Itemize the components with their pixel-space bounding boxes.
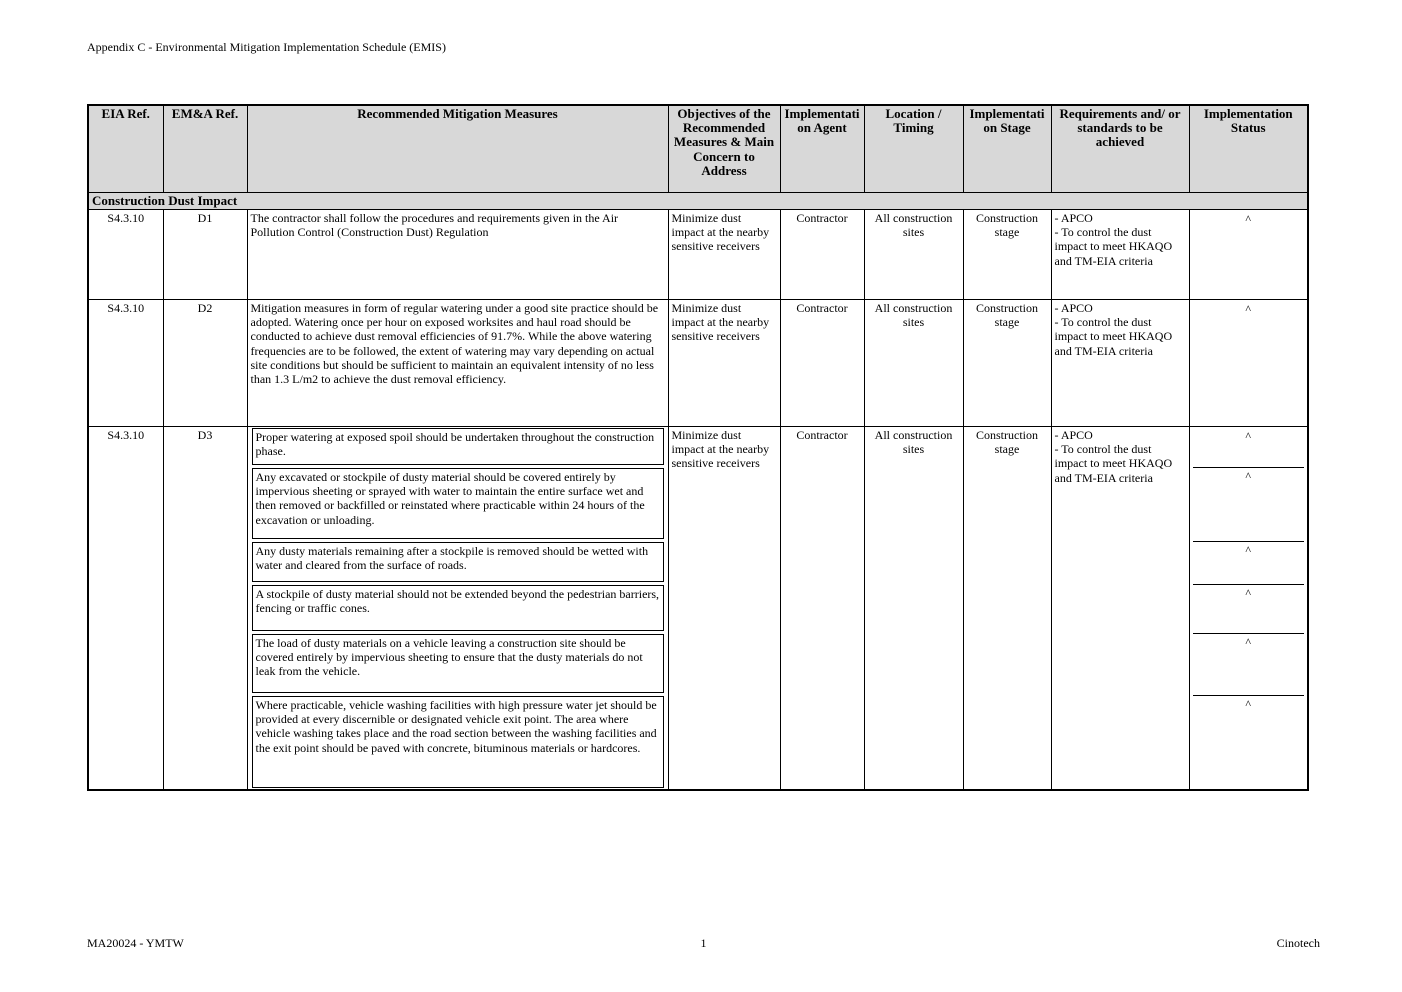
cell-eia-ref: S4.3.10 xyxy=(88,427,163,791)
cell-stage: Construction stage xyxy=(963,210,1051,300)
col-header-status: Implementation Status xyxy=(1189,105,1308,193)
col-header-stage: Implementation Stage xyxy=(963,105,1051,193)
measure-sub-box: Any excavated or stockpile of dusty material should be covered entirely by impervious sheeting or sprayed with water to maintain the entire surface wet and then removed or backfilled or reinstated where practicable within 24 hours of the excavation or unloading. xyxy=(252,468,664,539)
col-header-agent: Implementation Agent xyxy=(780,105,864,193)
measure-sub-box: Proper watering at exposed spoil should be undertaken throughout the construction phase. xyxy=(252,428,664,465)
status-sub-cell xyxy=(1193,428,1305,468)
requirement-item: - To control the dust impact to meet HKAQO and TM-EIA criteria xyxy=(1054,225,1173,268)
measure-sub-box: Where practicable, vehicle washing facilities with high pressure water jet should be provided at every discernible or designated vehicle exit point. The area where vehicle washing takes place and the road section between the washing facilities and the exit point should be paved with concrete, bituminous materials or hardcores. xyxy=(252,696,664,788)
cell-status xyxy=(1189,300,1308,427)
footer-project-code: MA20024 - YMTW xyxy=(87,936,184,950)
cell-ema-ref: D3 xyxy=(163,427,247,791)
status-caret-mark: ^ xyxy=(1245,697,1252,711)
status-caret-mark: ^ xyxy=(1245,429,1252,443)
cell-requirements xyxy=(1051,300,1189,427)
footer-page-number: 1 xyxy=(700,936,707,950)
measure-sub-box: Any dusty materials remaining after a stockpile is removed should be wetted with water and cleared from the surface of roads. xyxy=(252,542,664,582)
requirement-item: - APCO xyxy=(1054,211,1093,225)
cell-measures xyxy=(247,300,668,427)
section-row xyxy=(88,193,1308,210)
cell-location: All construction sites xyxy=(864,427,963,791)
status-caret-mark: ^ xyxy=(1245,543,1252,557)
measure-text: Mitigation measures in form of regular watering under a good site practice should be adopted. Watering once per hour on exposed worksites and haul road should be conducted to achieve dust removal efficiencies of 91.7%. While the above watering frequencies are to be followed, the extent of watering may vary depending on actual site conditions but should be sufficient to maintain an equivalent intensity of no less than 1.3 L/m2 to achieve the dust removal efficiency. xyxy=(250,301,659,387)
cell-status xyxy=(1189,210,1308,300)
table-row-d2 xyxy=(88,300,1308,427)
requirement-item: - To control the dust impact to meet HKAQO and TM-EIA criteria xyxy=(1054,442,1173,485)
page-footer xyxy=(87,936,1320,952)
cell-eia-ref: S4.3.10 xyxy=(88,210,163,300)
status-caret-mark: ^ xyxy=(1245,302,1252,316)
measure-sub-box: A stockpile of dusty material should not be extended beyond the pedestrian barriers, fencing or traffic cones. xyxy=(252,585,664,631)
col-header-location-timing: Location / Timing xyxy=(864,105,963,193)
col-header-measures: Recommended Mitigation Measures xyxy=(247,105,668,193)
status-caret-mark: ^ xyxy=(1245,635,1252,649)
cell-ema-ref: D2 xyxy=(163,300,247,427)
cell-agent: Contractor xyxy=(780,300,864,427)
col-header-ema-ref: EM&A Ref. xyxy=(163,105,247,193)
col-header-objectives: Objectives of the Recommended Measures & Main Concern to Address xyxy=(668,105,780,193)
section-title: Construction Dust Impact xyxy=(88,193,1308,210)
requirement-item: - To control the dust impact to meet HKAQO and TM-EIA criteria xyxy=(1054,315,1173,358)
cell-measures xyxy=(247,210,668,300)
page-title: Appendix C - Environmental Mitigation Implementation Schedule (EMIS) xyxy=(87,40,446,54)
cell-requirements xyxy=(1051,427,1189,791)
cell-eia-ref: S4.3.10 xyxy=(88,300,163,427)
cell-stage: Construction stage xyxy=(963,300,1051,427)
cell-location: All construction sites xyxy=(864,300,963,427)
status-sub-cell xyxy=(1193,585,1305,634)
status-caret-mark: ^ xyxy=(1245,469,1252,483)
table-header-row xyxy=(88,105,1308,193)
measure-text: The contractor shall follow the procedures and requirements given in the Air Pollution Control (Construction Dust) Regulation xyxy=(250,211,619,240)
status-caret-mark: ^ xyxy=(1245,212,1252,226)
cell-stage: Construction stage xyxy=(963,427,1051,791)
cell-measures xyxy=(247,427,668,791)
status-caret-mark: ^ xyxy=(1245,586,1252,600)
footer-company-name: Cinotech xyxy=(1276,936,1320,950)
cell-objectives: Minimize dust impact at the nearby sensitive receivers xyxy=(668,427,780,791)
cell-requirements xyxy=(1051,210,1189,300)
emis-table xyxy=(87,104,1309,791)
table-row-d1 xyxy=(88,210,1308,300)
table-row-d3 xyxy=(88,427,1308,791)
status-sub-cell xyxy=(1193,696,1305,788)
measure-sub-box: The load of dusty materials on a vehicle leaving a construction site should be covered entirely by impervious sheeting to ensure that the dusty materials do not leak from the vehicle. xyxy=(252,634,664,693)
col-header-requirements: Requirements and/ or standards to be achieved xyxy=(1051,105,1189,193)
cell-ema-ref: D1 xyxy=(163,210,247,300)
cell-objectives: Minimize dust impact at the nearby sensitive receivers xyxy=(668,210,780,300)
status-sub-cell xyxy=(1193,542,1305,585)
requirement-item: - APCO xyxy=(1054,301,1093,315)
status-sub-cell xyxy=(1193,634,1305,696)
cell-objectives: Minimize dust impact at the nearby sensitive receivers xyxy=(668,300,780,427)
cell-agent: Contractor xyxy=(780,427,864,791)
cell-agent: Contractor xyxy=(780,210,864,300)
cell-status xyxy=(1189,427,1308,791)
cell-location: All construction sites xyxy=(864,210,963,300)
requirement-item: - APCO xyxy=(1054,428,1093,442)
col-header-eia-ref: EIA Ref. xyxy=(88,105,163,193)
status-sub-cell xyxy=(1193,468,1305,542)
